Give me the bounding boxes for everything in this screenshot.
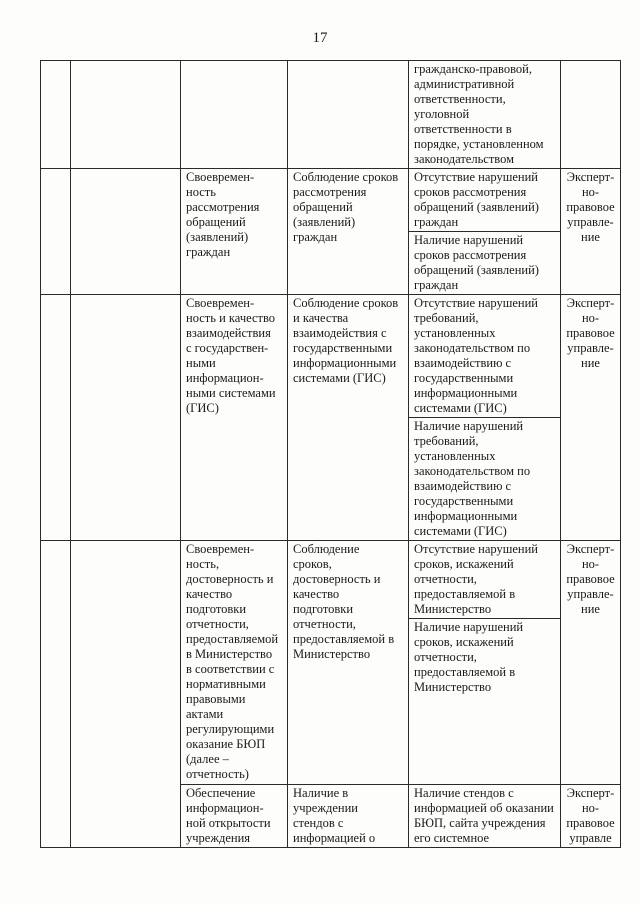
cell-responsible xyxy=(561,61,621,169)
cell-number xyxy=(41,169,71,295)
cell-indicator: Соблюдение сроков рассмотрения обращений (заявлений) граждан xyxy=(288,169,409,295)
cell-blank xyxy=(71,169,181,295)
cell-assessment-positive: Отсутствие нарушений сроков, искажений отчетности, предоставляемой в Министерство xyxy=(409,541,561,619)
cell-criterion xyxy=(181,61,288,169)
cell-indicator: Соблюдение сроков, достоверность и качество подготовки отчетности, предоставляемой в Министерство xyxy=(288,541,409,785)
cell-indicator xyxy=(288,61,409,169)
cell-blank xyxy=(71,541,181,848)
cell-assessment-negative: Наличие нарушений требований, установленных законодательством по взаимодействию с государственными информационными системами (ГИС) xyxy=(409,418,561,541)
cell-blank xyxy=(71,295,181,541)
cell-assessment-negative: Наличие нарушений сроков рассмотрения обращений (заявлений) граждан xyxy=(409,232,561,295)
cell-assessment: гражданско-правовой, административной ответственности, уголовной ответственности в порядке, установленном законодательством xyxy=(409,61,561,169)
cell-blank xyxy=(71,61,181,169)
cell-assessment-positive: Отсутствие нарушений требований, установленных законодательством по взаимодействию с государственными информационными системами (ГИС) xyxy=(409,295,561,418)
cell-number xyxy=(41,541,71,848)
cell-indicator: Соблюдение сроков и качества взаимодействия с государственными информационными системами (ГИС) xyxy=(288,295,409,541)
page-number: 17 xyxy=(312,30,328,46)
cell-assessment: Наличие стендов с информацией об оказании БЮП, сайта учреждения его системное xyxy=(409,785,561,848)
cell-assessment-negative: Наличие нарушений сроков, искажений отчетности, предоставляемой в Министерство xyxy=(409,619,561,785)
cell-criterion: Своевремен- ность, достоверность и качество подготовки отчетности, предоставляемой в Министерство в соответствии с нормативными правовыми актами регулирующими оказание БЮП (далее – отчетность) xyxy=(181,541,288,785)
cell-responsible: Эксперт- но- правовое управле- ние xyxy=(561,169,621,295)
table-row-appeals xyxy=(41,169,621,232)
criteria-table xyxy=(40,60,621,848)
table-row-gis xyxy=(41,295,621,418)
cell-criterion: Своевремен- ность рассмотрения обращений (заявлений) граждан xyxy=(181,169,288,295)
table-row-reporting xyxy=(41,541,621,619)
cell-number xyxy=(41,295,71,541)
cell-criterion: Обеспечение информацион- ной открытости учреждения xyxy=(181,785,288,848)
cell-indicator: Наличие в учреждении стендов с информацией о xyxy=(288,785,409,848)
cell-number xyxy=(41,61,71,169)
cell-assessment-positive: Отсутствие нарушений сроков рассмотрения обращений (заявлений) граждан xyxy=(409,169,561,232)
cell-criterion: Своевремен- ность и качество взаимодействия с государствен- ными информацион- ными системами (ГИС) xyxy=(181,295,288,541)
cell-responsible: Эксперт- но- правовое управле- ние xyxy=(561,295,621,541)
table-row-continuation xyxy=(41,61,621,169)
cell-responsible: Эксперт- но- правовое управле- ние xyxy=(561,541,621,785)
cell-responsible: Эксперт- но- правовое управле xyxy=(561,785,621,848)
